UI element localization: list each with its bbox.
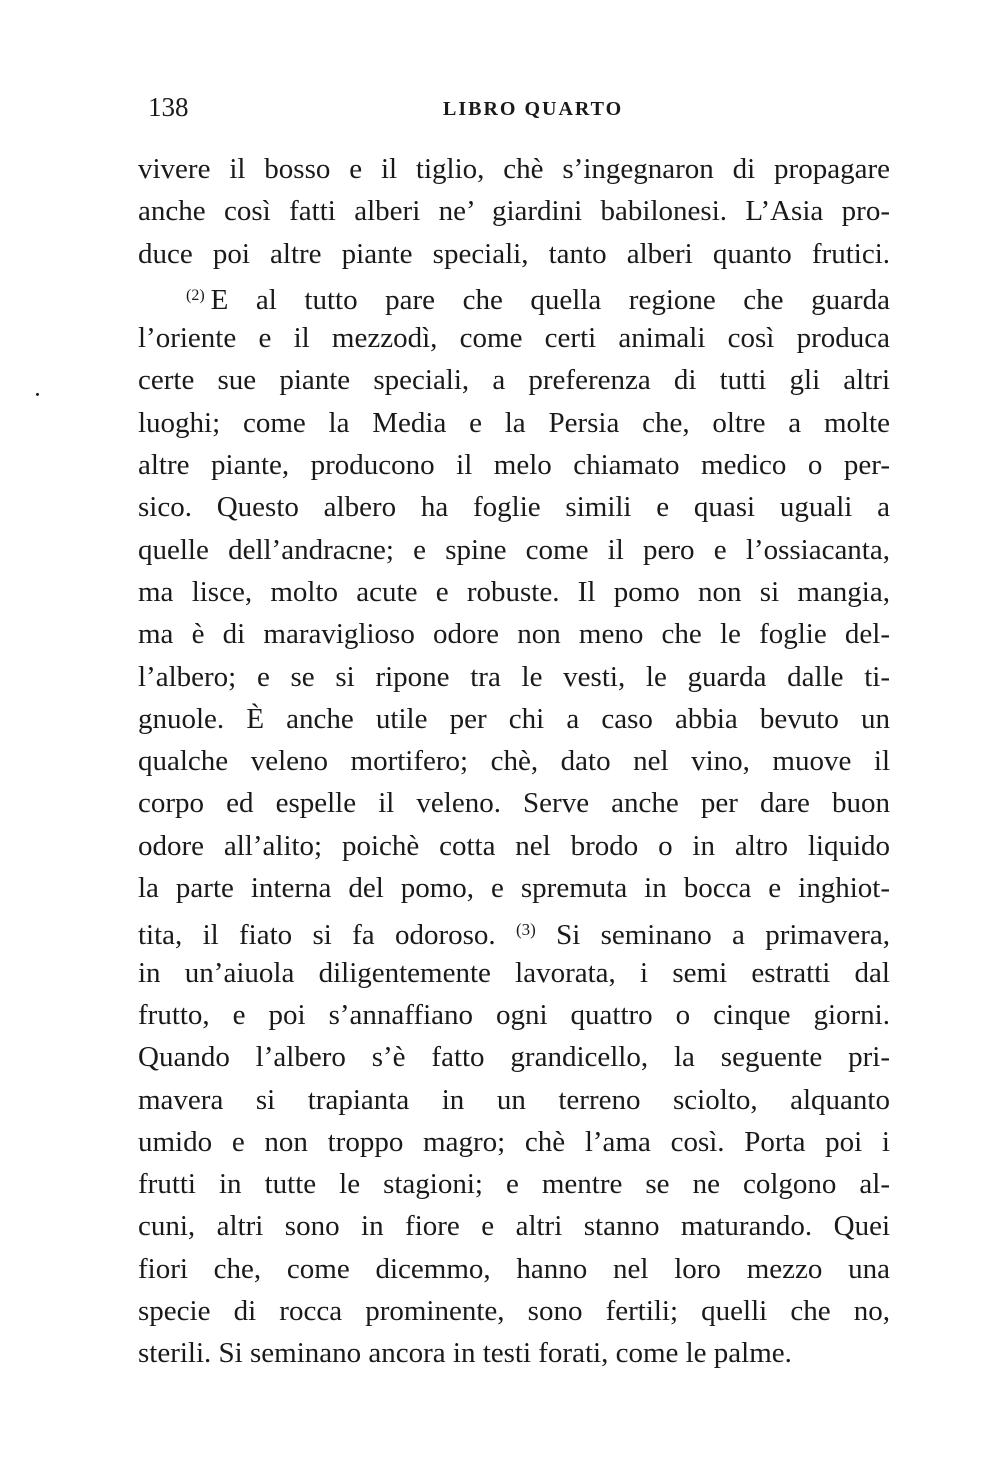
text-line-content: Si seminano a primavera, <box>556 919 891 952</box>
text-line: corpo ed espelle il veleno. Serve anche per dare buon <box>138 787 890 820</box>
text-line: ma lisce, molto acute e robuste. Il pomo non si mangia, <box>138 575 890 608</box>
text-line: specie di rocca prominente, sono fertili; quelli che no, <box>138 1295 890 1328</box>
text-line: quelle dell’andracne; e spine come il pero e l’ossiacanta, <box>138 533 890 566</box>
text-line: sico. Questo albero ha foglie simili e quasi uguali a <box>138 491 890 524</box>
text-line: fiori che, come dicemmo, hanno nel loro mezzo una <box>138 1252 890 1285</box>
body-text <box>138 148 890 1375</box>
text-line: certe sue piante speciali, a preferenza di tutti gli altri <box>138 364 890 397</box>
text-line: umido e non troppo magro; chè l’ama così. Porta poi i <box>138 1125 890 1158</box>
text-line: mavera si trapianta in un terreno sciolto, alquanto <box>138 1083 890 1116</box>
text-line: l’oriente e il mezzodì, come certi animali così produca <box>138 322 890 355</box>
text-line <box>138 909 890 951</box>
text-line-content: tita, il fiato si fa odoroso. <box>138 919 496 952</box>
text-line: ma è di maraviglioso odore non meno che le foglie del- <box>138 618 890 651</box>
text-line: cuni, altri sono in fiore e altri stanno maturando. Quei <box>138 1210 890 1243</box>
footnote-ref: (3) <box>515 920 536 940</box>
text-line: sterili. Si seminano ancora in testi forati, come le palme. <box>138 1337 792 1370</box>
margin-mark: · <box>28 379 47 410</box>
text-line: in un’aiuola diligentemente lavorata, i semi estratti dal <box>138 956 890 989</box>
text-line-content: E al tutto pare che quella regione che guarda <box>210 283 890 316</box>
text-line: la parte interna del pomo, e spremuta in bocca e inghiot- <box>138 872 890 905</box>
text-line: altre piante, producono il melo chiamato medico o per- <box>138 449 890 482</box>
page-header <box>148 92 900 132</box>
text-line: gnuole. È anche utile per chi a caso abbia bevuto un <box>138 702 890 735</box>
text-line: luoghi; come la Media e la Persia che, oltre a molte <box>138 406 890 439</box>
text-line <box>138 275 890 317</box>
page-number: 138 <box>148 92 189 122</box>
text-line: l’albero; e se si ripone tra le vesti, le guarda dalle ti- <box>138 660 890 693</box>
text-line: Quando l’albero s’è fatto grandicello, la seguente pri- <box>138 1041 890 1074</box>
text-line: frutti in tutte le stagioni; e mentre se ne colgono al- <box>138 1168 890 1201</box>
text-line: anche così fatti alberi ne’ giardini babilonesi. L’Asia pro- <box>138 195 890 228</box>
running-title: LIBRO QUARTO <box>443 98 624 120</box>
text-line: odore all’alito; poichè cotta nel brodo o in altro liquido <box>138 829 890 862</box>
text-line: frutto, e poi s’annaffiano ogni quattro o cinque giorni. <box>138 998 890 1031</box>
footnote-ref: (2) <box>186 286 205 304</box>
text-line: duce poi altre piante speciali, tanto alberi quanto frutici. <box>138 237 890 270</box>
text-line: qualche veleno mortifero; chè, dato nel vino, muove il <box>138 745 890 778</box>
text-line: vivere il bosso e il tiglio, chè s’ingegnaron di propagare <box>138 153 890 185</box>
